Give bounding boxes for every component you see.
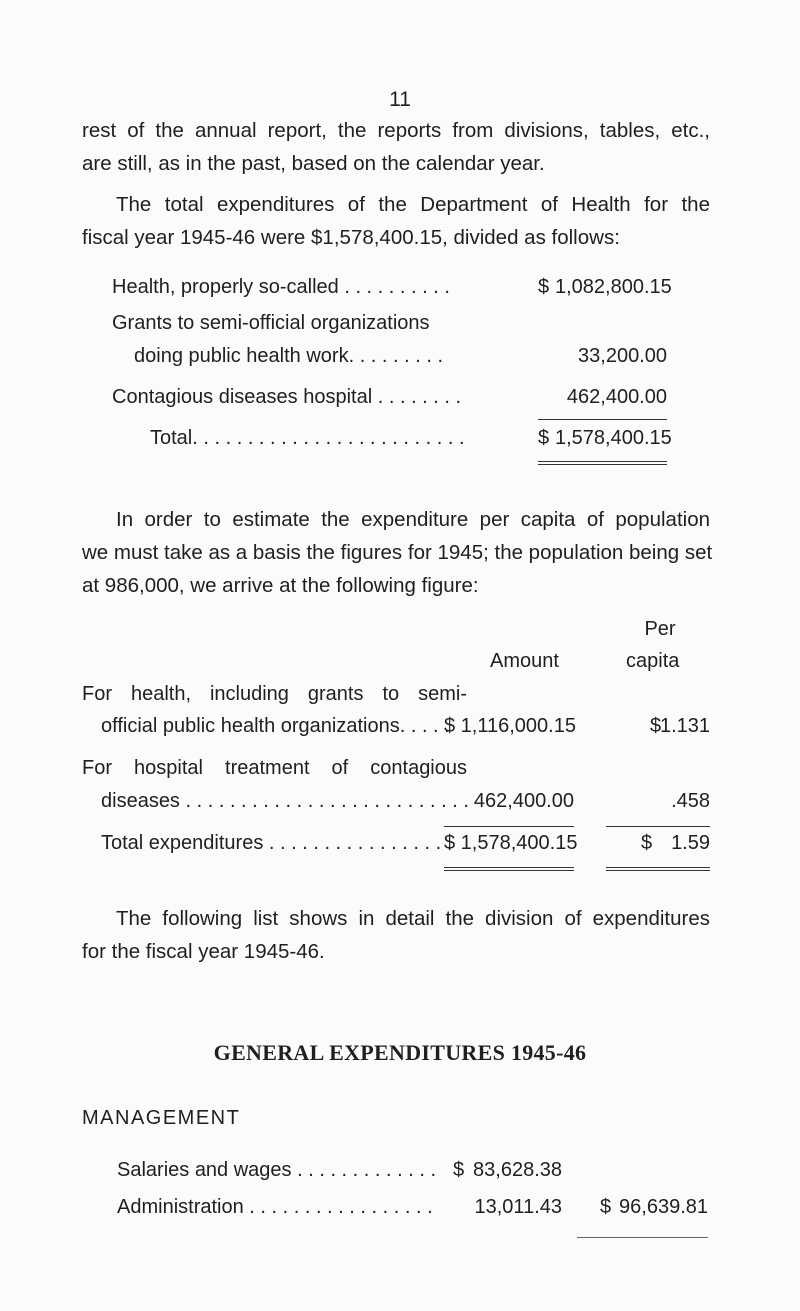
total-double-rule xyxy=(538,461,667,465)
division-amount: 462,400.00 xyxy=(566,386,667,408)
paragraph-line: The total expenditures of the Department of Health for the xyxy=(116,193,710,216)
paragraph-line: rest of the annual report, the reports from divisions, tables, etc., xyxy=(82,119,710,142)
section-heading: MANAGEMENT xyxy=(82,1107,241,1129)
division-total-label: Total. . . . . . . . . . . . . . . . . . . . . . . . . xyxy=(150,427,465,449)
division-row-label: doing public health work. . . . . . . . . xyxy=(134,345,444,367)
division-total-amount: 1,578,400.15 xyxy=(555,427,672,449)
per-capita-total-label: Total expenditures . . . . . . . . . . . . . . . . . xyxy=(101,832,453,854)
division-amount: 33,200.00 xyxy=(578,345,667,367)
per-capita-value: .458 xyxy=(671,790,710,812)
currency-symbol: $ xyxy=(641,832,653,854)
per-capita-paragraph xyxy=(82,503,713,602)
per-capita-row-label: diseases . . . . . . . . . . . . . . . . . . . . . . . . . . xyxy=(101,790,469,812)
intro-paragraph xyxy=(82,114,710,180)
paragraph-line: we must take as a basis the figures for 1945; the population being set xyxy=(82,541,713,564)
per-capita-row-label: For hospital treatment of contagious xyxy=(82,757,467,779)
subtotal-rule xyxy=(444,826,574,827)
total-double-rule xyxy=(444,867,574,871)
capita-header: capita xyxy=(626,650,680,672)
paragraph-line: In order to estimate the expenditure per capita of population xyxy=(116,508,710,531)
total-double-rule xyxy=(606,867,710,871)
per-capita-amount: $ 1,116,000.15 xyxy=(444,715,576,737)
subtotal-rule xyxy=(606,826,710,827)
per-capita-value: 1.131 xyxy=(660,715,711,737)
subtotal-rule xyxy=(577,1237,708,1238)
paragraph-line: fiscal year 1945-46 were $1,578,400.15, divided as follows: xyxy=(82,226,620,249)
per-capita-amount: 462,400.00 xyxy=(473,790,574,812)
per-capita-row-label: official public health organizations. . . . . xyxy=(101,715,450,737)
division-amount: 1,082,800.15 xyxy=(555,276,672,298)
per-capita-row-label: For health, including grants to semi- xyxy=(82,683,467,705)
subtotal-rule xyxy=(538,419,667,420)
paragraph-line: for the fiscal year 1945-46. xyxy=(82,940,325,963)
total-expenditures-paragraph xyxy=(82,188,710,254)
per-capita-total-value: 1.59 xyxy=(671,832,710,854)
general-expenditures-heading: GENERAL EXPENDITURES 1945-46 xyxy=(213,1040,587,1065)
currency-symbol: $ xyxy=(453,1159,465,1181)
currency-symbol: $ xyxy=(538,427,550,449)
paragraph-line: The following list shows in detail the division of expenditures xyxy=(116,907,710,930)
per-header: Per xyxy=(644,618,676,640)
division-row-label: Contagious diseases hospital . . . . . . . . xyxy=(112,386,462,408)
paragraph-line: at 986,000, we arrive at the following figure: xyxy=(82,574,479,597)
expense-amount: 83,628.38 xyxy=(473,1159,562,1181)
currency-symbol: $ xyxy=(650,715,662,737)
division-row-label: Grants to semi-official organizations xyxy=(112,312,430,334)
paragraph-line: are still, as in the past, based on the calendar year. xyxy=(82,152,545,175)
page-number: 11 xyxy=(389,88,411,111)
list-intro-paragraph xyxy=(82,902,710,968)
per-capita-total-amount: $ 1,578,400.15 xyxy=(444,832,578,854)
currency-symbol: $ xyxy=(600,1196,612,1218)
expense-label: Administration . . . . . . . . . . . . . . . . . xyxy=(117,1196,433,1218)
amount-header: Amount xyxy=(490,650,559,672)
expense-label: Salaries and wages . . . . . . . . . . . . . xyxy=(117,1159,437,1181)
expense-amount: 13,011.43 xyxy=(474,1196,562,1218)
division-row-label: Health, properly so-called . . . . . . . . . . xyxy=(112,276,450,298)
expense-subtotal: 96,639.81 xyxy=(619,1196,708,1218)
currency-symbol: $ xyxy=(538,276,550,298)
